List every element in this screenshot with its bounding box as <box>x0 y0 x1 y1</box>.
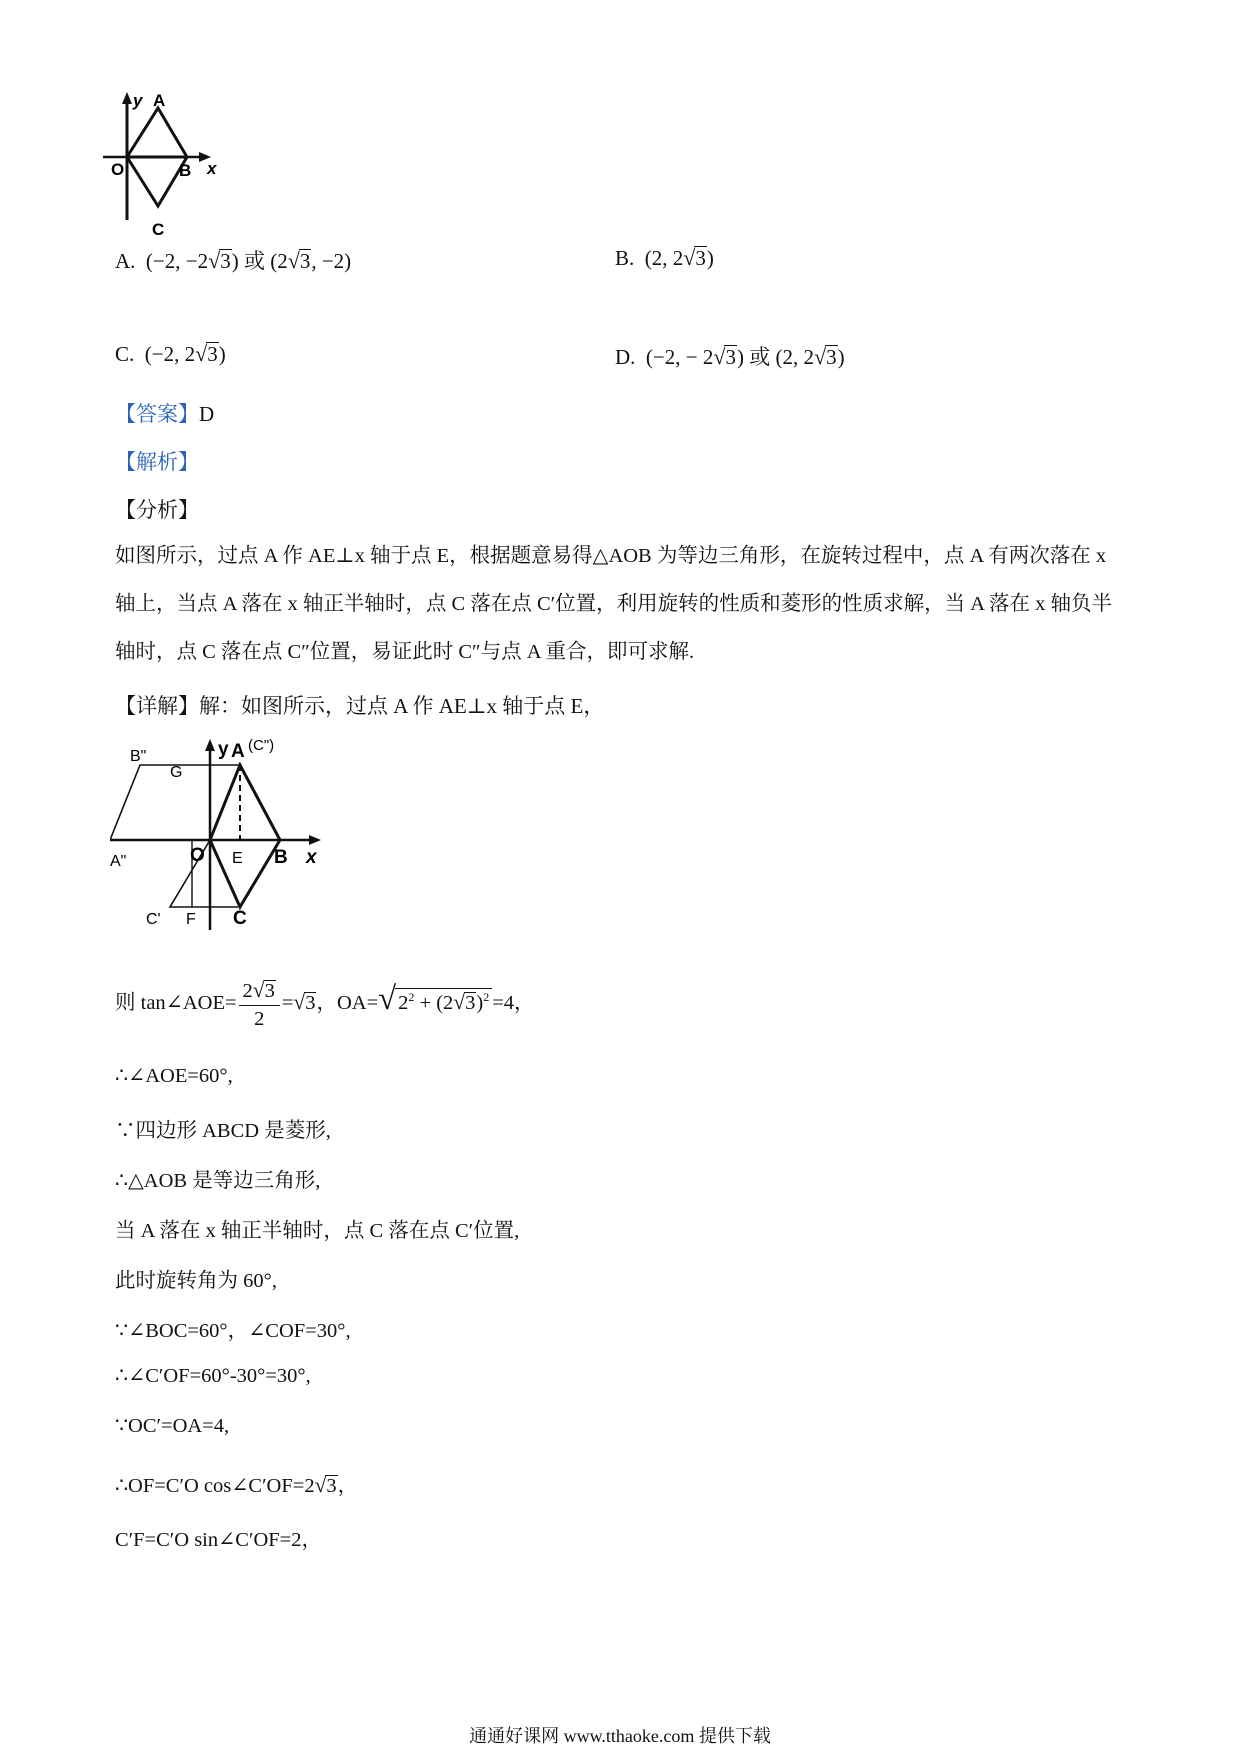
label-o: O <box>190 845 205 866</box>
detail-intro: 解：如图所示，过点 A 作 AE⊥x 轴于点 E， <box>199 694 605 718</box>
cf-line: C′F=C′O sin∠C′OF=2， <box>115 1529 322 1551</box>
label-c: C <box>152 220 165 239</box>
rotation-figure <box>110 735 360 935</box>
rhombus-figure <box>95 90 245 250</box>
derivation-line: ∴△AOB 是等边三角形, <box>115 1170 321 1192</box>
x-axis-arrow <box>309 835 321 845</box>
analysis-label: 【解析】 <box>115 450 199 474</box>
label-b2: B" <box>130 748 147 765</box>
fenxi-paragraph: 如图所示，过点 A 作 AE⊥x 轴于点 E，根据题意易得△AOB 为等边三角形，在旋转过程中，点 A 有两次落在 x 轴上，当点 A 落在 x 轴正半轴时，点 C 落在点 C′位置，利用旋转的性质和菱形的性质求解，当 A 落在 x 轴负半轴时，点 C 落在点 C″位置，易证此时 C″与点 A 重合，即可求解. <box>115 545 1113 663</box>
label-a: A <box>153 91 166 110</box>
choice-a[interactable]: A. (−2, −2√3) 或 (2√3, −2) <box>115 248 352 273</box>
label-a2: A" <box>110 853 127 870</box>
label-y: y <box>133 91 143 110</box>
label-a: A <box>231 741 245 762</box>
answer-label: 【答案】 <box>115 402 199 426</box>
of-line: ∴OF=C′O cos∠C′OF=2√3， <box>115 1473 359 1497</box>
footer: 通通好课网 www.tthaoke.com 提供下载 <box>469 1726 771 1746</box>
label-f: F <box>186 911 196 928</box>
label-o: O <box>111 160 125 179</box>
label-e: E <box>232 850 243 867</box>
derivation-line: 当 A 落在 x 轴正半轴时，点 C 落在点 C′位置, <box>115 1220 520 1242</box>
label-y: y <box>218 739 229 760</box>
label-x: x <box>207 159 217 178</box>
label-c1: C' <box>146 911 161 928</box>
choice-a-letter: A. <box>115 249 136 273</box>
oa-radicand: $2^2 + (2√3)^2$ <box>395 988 492 1017</box>
choice-b[interactable]: B. (2, 2√3) <box>615 245 714 270</box>
choice-c-letter: C. <box>115 342 135 366</box>
label-b: B <box>179 161 192 180</box>
label-x: x <box>306 847 317 868</box>
derivation-line: ∴∠C′OF=60°-30°=30°, <box>115 1365 311 1387</box>
choice-c[interactable]: C. (−2, 2√3) <box>115 341 226 366</box>
detail-line <box>115 690 604 720</box>
detail-label: 【详解】 <box>115 694 199 718</box>
label-g: G <box>170 764 183 781</box>
derivation-line: ∵四边形 ABCD 是菱形, <box>115 1120 331 1142</box>
y-axis-arrow <box>205 739 215 751</box>
derivation-line: 此时旋转角为 60°, <box>115 1270 277 1292</box>
label-c2: (C") <box>248 737 275 754</box>
tan-line: 则 tan∠AOE= $\frac{2√3}{2}$ =√3，$OA=√2^2 + (2√3)^2 =4$， <box>115 978 535 1030</box>
derivation-line: ∵OC′=OA=4, <box>115 1415 230 1437</box>
label-b: B <box>274 847 288 868</box>
fenxi-label: 【分析】 <box>115 498 199 522</box>
tan-fraction: $\frac{2√3}{2}$ <box>239 978 280 1031</box>
choice-d[interactable]: D. (−2, − 2√3) 或 (2, 2√3) <box>615 344 845 369</box>
choice-d-letter: D. <box>615 345 636 369</box>
y-axis-arrow <box>122 92 132 104</box>
derivation-line: ∴∠AOE=60°, <box>115 1065 233 1087</box>
answer-line <box>115 398 214 428</box>
answer-value: D <box>199 402 215 426</box>
derivation-line: ∵∠BOC=60°，∠COF=30°, <box>115 1320 351 1342</box>
choice-b-letter: B. <box>615 246 635 270</box>
label-c: C <box>233 908 247 929</box>
main-rhombus <box>210 765 280 907</box>
